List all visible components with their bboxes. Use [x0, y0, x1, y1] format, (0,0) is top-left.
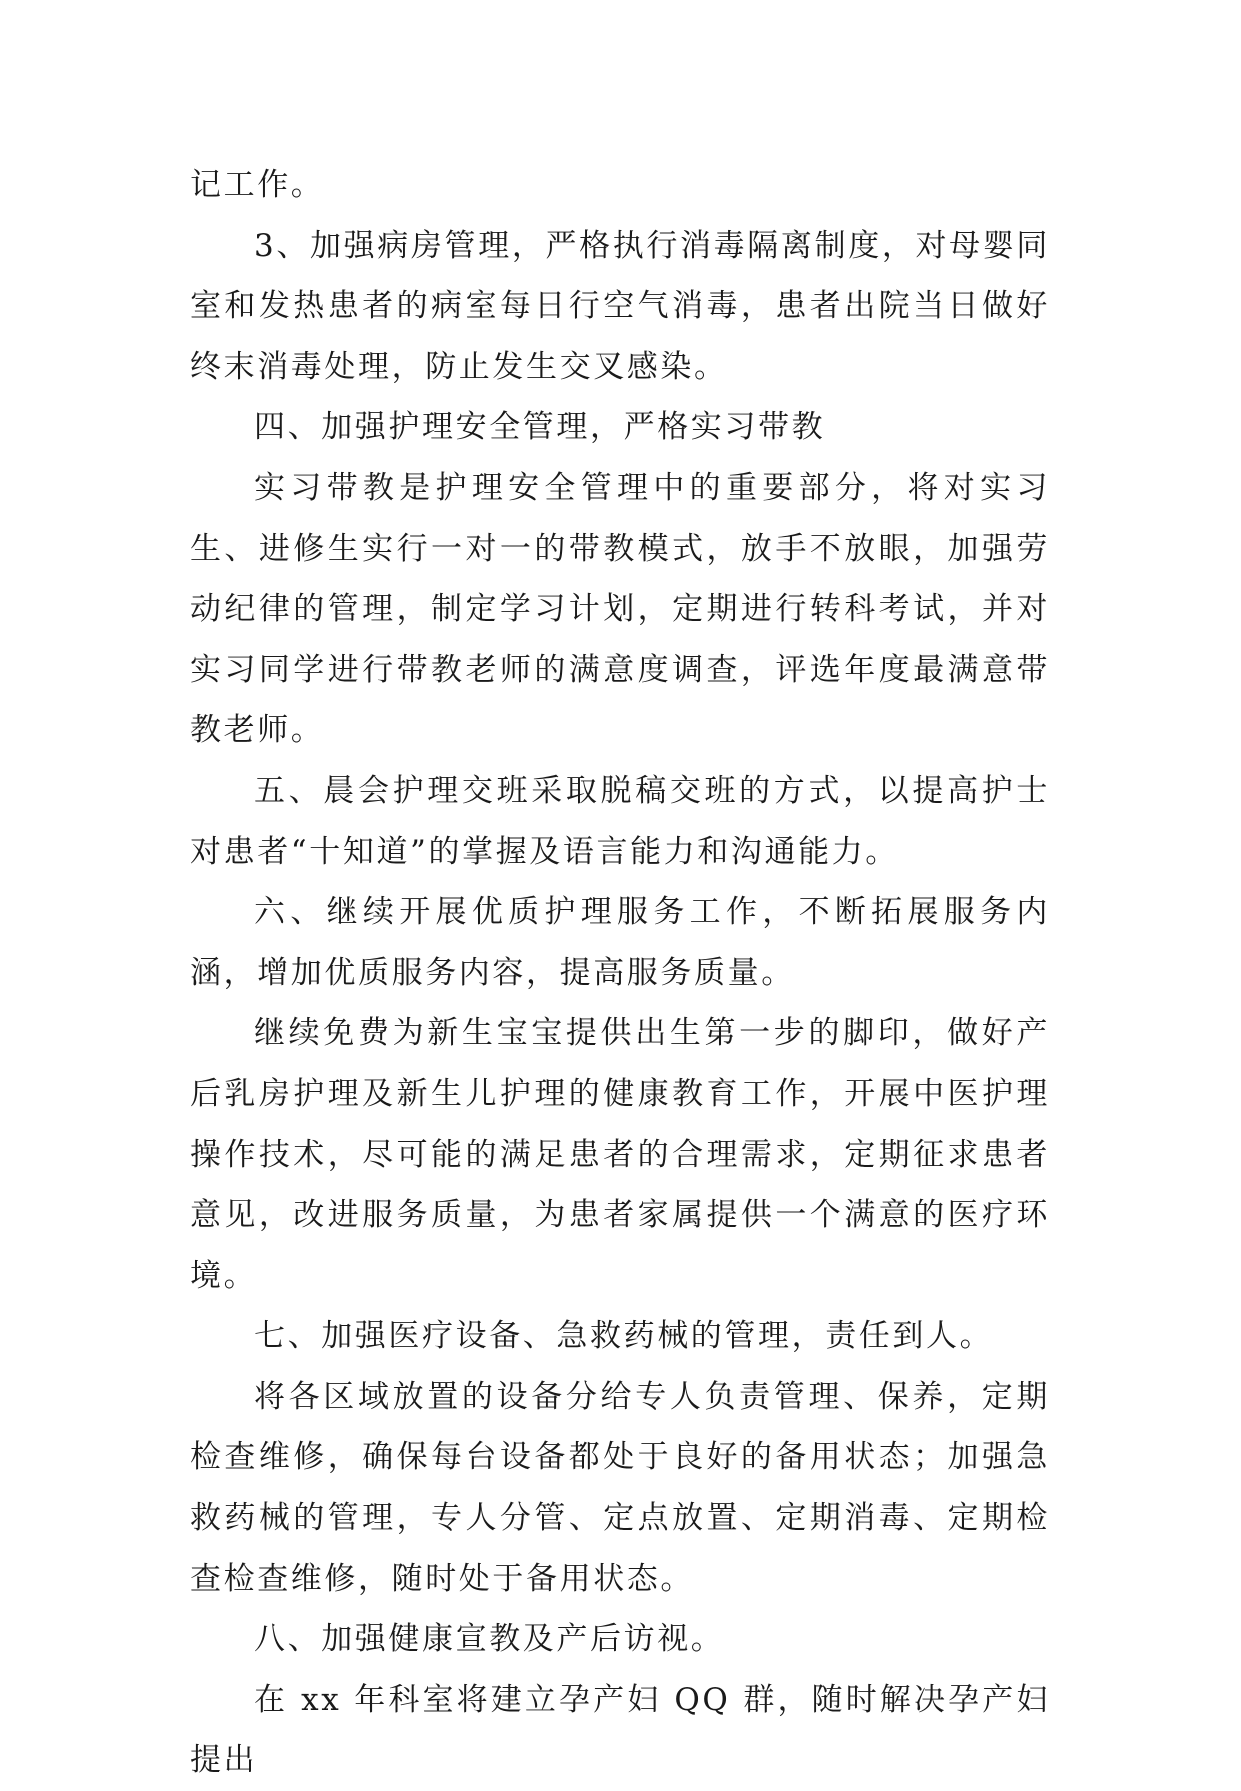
paragraph-internship-teaching: 实习带教是护理安全管理中的重要部分，将对实习生、进修生实行一对一的带教模式，放手不放眼，加强劳动纪律的管理，制定学习计划，定期进行转科考试，并对实习同学进行带教老师的满意度调查，评选年度最满意带教老师。 [190, 469, 1050, 749]
paragraph-continuation: 记工作。 [190, 167, 325, 203]
section-heading-equipment: 七、加强医疗设备、急救药械的管理，责任到人。 [254, 1318, 994, 1355]
paragraph-equipment-maintenance: 将各区域放置的设备分给专人负责管理、保养，定期检查维修，确保每台设备都处于良好的备用状态；加强急救药械的管理，专人分管、定点放置、定期消毒、定期检查检查维修，随时处于备用状态。 [190, 1378, 1050, 1597]
paragraph-quality-service: 六、继续开展优质护理服务工作，不断拓展服务内涵，增加优质服务内容，提高服务质量。 [190, 894, 1050, 991]
paragraph-ward-management: 3、加强病房管理，严格执行消毒隔离制度，对母婴同室和发热患者的病室每日行空气消毒，患者出院当日做好终末消毒处理，防止发生交叉感染。 [190, 227, 1050, 385]
document-body [190, 155, 1050, 1791]
section-heading-health-education: 八、加强健康宣教及产后访视。 [254, 1621, 725, 1658]
paragraph-qq-group: 在 xx 年科室将建立孕产妇 QQ 群，随时解决孕产妇提出 [190, 1681, 1050, 1779]
section-heading-safety-management: 四、加强护理安全管理，严格实习带教 [254, 409, 826, 446]
paragraph-newborn-care: 继续免费为新生宝宝提供出生第一步的脚印，做好产后乳房护理及新生儿护理的健康教育工作，开展中医护理操作技术，尽可能的满足患者的合理需求，定期征求患者意见，改进服务质量，为患者家属提供一个满意的医疗环境。 [190, 1015, 1050, 1294]
paragraph-morning-handover: 五、晨会护理交班采取脱稿交班的方式，以提高护士对患者“十知道”的掌握及语言能力和沟通能力。 [190, 772, 1050, 870]
